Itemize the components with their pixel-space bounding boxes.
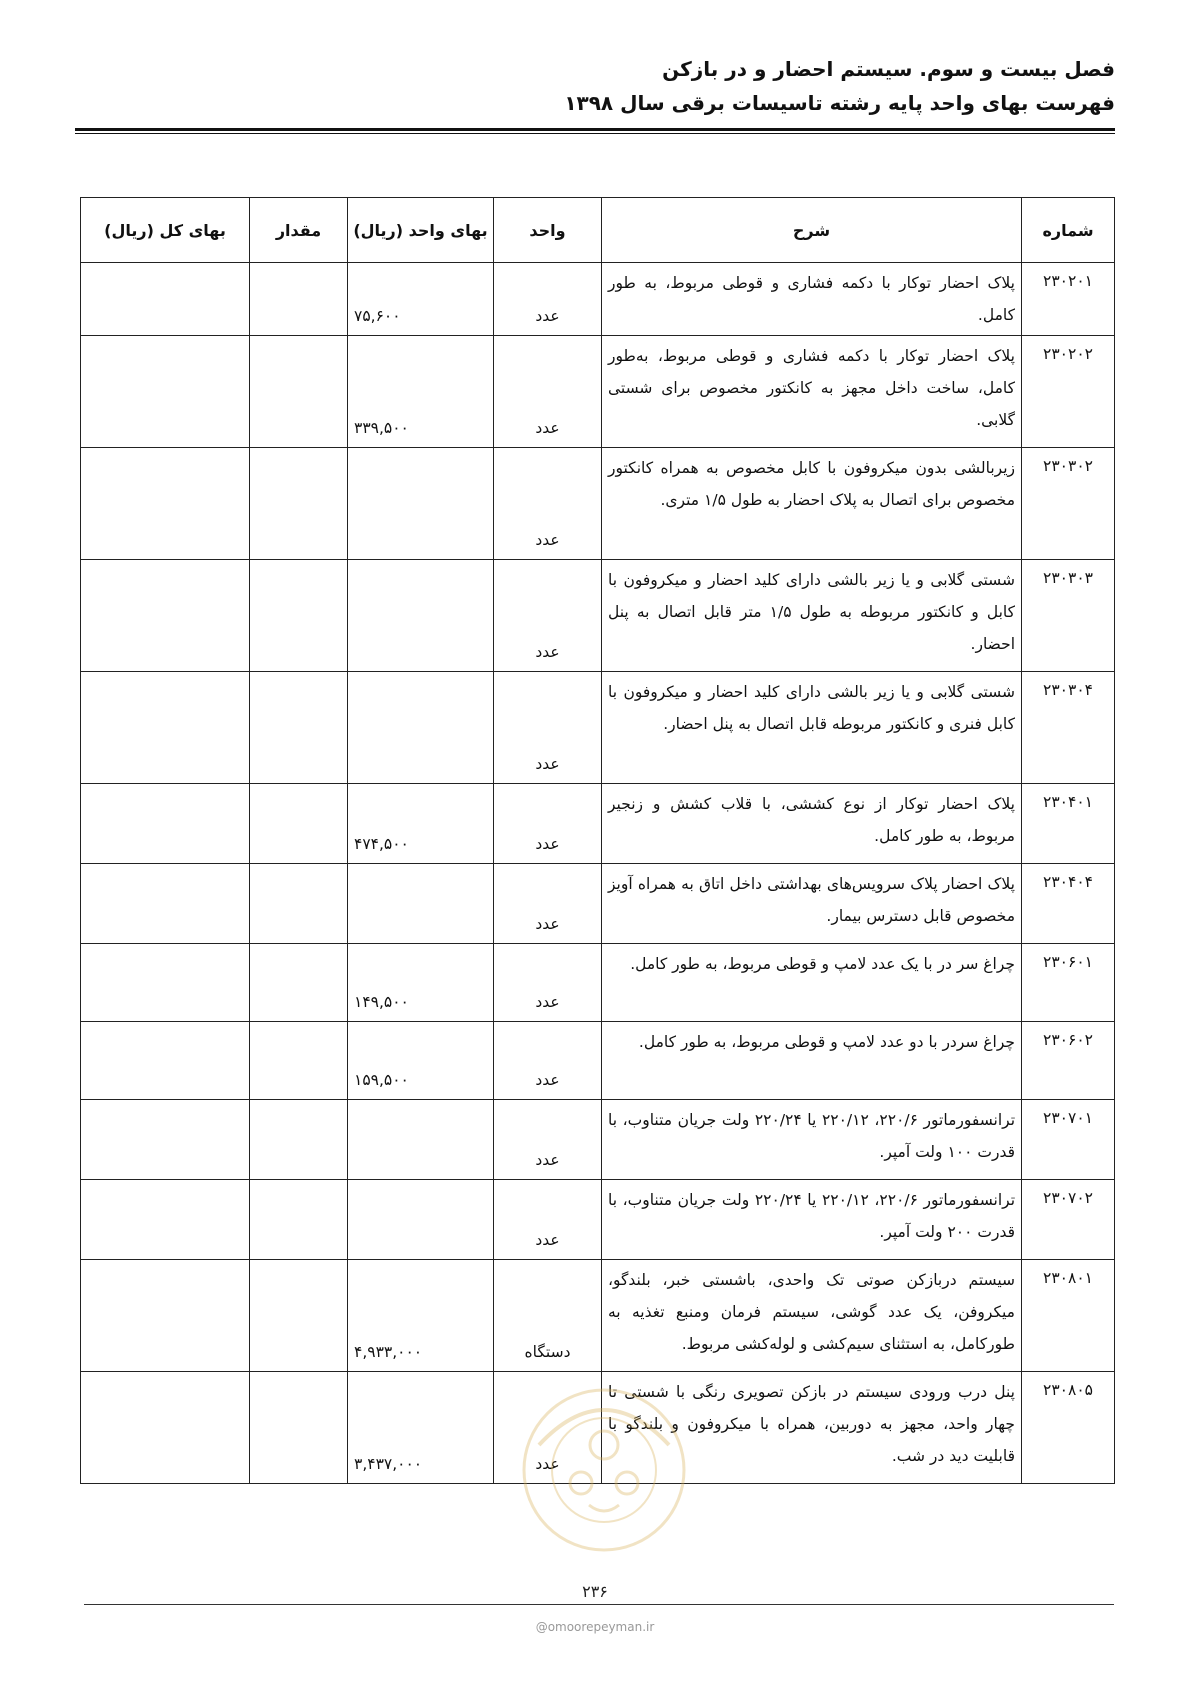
item-description: پنل درب ورودی سیستم در بازکن تصویری رنگی با شستی تا چهار واحد، مجهز به دوربین، همراه با میکروفون و بلندگو با قابلیت دید در شب.	[602, 1372, 1022, 1484]
item-total-price	[81, 1022, 250, 1100]
watermark-seal-icon	[519, 1385, 689, 1555]
item-total-price	[81, 1372, 250, 1484]
column-header-quantity: مقدار	[250, 198, 348, 263]
item-code: ۲۳۰۶۰۲	[1022, 1022, 1115, 1100]
item-description: شستی گلابی و یا زیر بالشی دارای کلید احضار و میکروفون با کابل و کانکتور مربوطه به طول ۱/۵ متر قابل اتصال به پنل احضار.	[602, 560, 1022, 672]
item-code: ۲۳۰۷۰۱	[1022, 1100, 1115, 1180]
item-quantity	[250, 672, 348, 784]
item-code: ۲۳۰۳۰۲	[1022, 448, 1115, 560]
item-quantity	[250, 263, 348, 336]
item-unit: عدد	[494, 1180, 602, 1260]
table-row	[81, 864, 1115, 944]
item-unit: عدد	[494, 336, 602, 448]
page-number: ۲۳۶	[582, 1582, 608, 1601]
item-unit-price: ۴۷۴,۵۰۰	[348, 784, 494, 864]
item-unit: عدد	[494, 944, 602, 1022]
item-code: ۲۳۰۷۰۲	[1022, 1180, 1115, 1260]
item-unit: دستگاه	[494, 1260, 602, 1372]
table-row	[81, 263, 1115, 336]
item-quantity	[250, 864, 348, 944]
item-unit: عدد	[494, 864, 602, 944]
item-unit-price	[348, 672, 494, 784]
table-row	[81, 672, 1115, 784]
item-code: ۲۳۰۳۰۴	[1022, 672, 1115, 784]
table-row	[81, 448, 1115, 560]
item-total-price	[81, 560, 250, 672]
column-header-total-price: بهای کل (ریال)	[81, 198, 250, 263]
item-unit: عدد	[494, 784, 602, 864]
item-code: ۲۳۰۳۰۳	[1022, 560, 1115, 672]
item-unit-price: ۱۴۹,۵۰۰	[348, 944, 494, 1022]
item-unit: عدد	[494, 560, 602, 672]
item-unit-price: ۱۵۹,۵۰۰	[348, 1022, 494, 1100]
item-unit-price	[348, 1100, 494, 1180]
item-description: پلاک احضار توکار با دکمه فشاری و قوطی مربوط، به‌طور کامل، ساخت داخل مجهز به کانکتور مخصوص برای شستی گلابی.	[602, 336, 1022, 448]
item-unit: عدد	[494, 263, 602, 336]
item-total-price	[81, 1180, 250, 1260]
item-quantity	[250, 336, 348, 448]
chapter-title: فصل بیست و سوم. سیستم احضار و در بازکن	[662, 57, 1115, 81]
table-row	[81, 944, 1115, 1022]
item-description: ترانسفورماتور ۲۲۰/۶، ۲۲۰/۱۲ یا ۲۲۰/۲۴ ولت جریان متناوب، با قدرت ۲۰۰ ولت آمپر.	[602, 1180, 1022, 1260]
table-row	[81, 560, 1115, 672]
item-total-price	[81, 784, 250, 864]
item-description: چراغ سر در با یک عدد لامپ و قوطی مربوط، به طور کامل.	[602, 944, 1022, 1022]
item-total-price	[81, 672, 250, 784]
table-row	[81, 1180, 1115, 1260]
item-unit-price: ۷۵,۶۰۰	[348, 263, 494, 336]
item-code: ۲۳۰۲۰۲	[1022, 336, 1115, 448]
item-description: پلاک احضار توکار از نوع کششی، با قلاب کشش و زنجیر مربوط، به طور کامل.	[602, 784, 1022, 864]
item-code: ۲۳۰۲۰۱	[1022, 263, 1115, 336]
item-description: پلاک احضار پلاک سرویس‌های بهداشتی داخل اتاق به همراه آویز مخصوص قابل دسترس بیمار.	[602, 864, 1022, 944]
column-header-description: شرح	[602, 198, 1022, 263]
item-unit-price: ۴,۹۳۳,۰۰۰	[348, 1260, 494, 1372]
table-row	[81, 784, 1115, 864]
table-row	[81, 336, 1115, 448]
page-header	[75, 52, 1115, 120]
header-divider	[75, 128, 1115, 134]
item-code: ۲۳۰۴۰۴	[1022, 864, 1115, 944]
item-code: ۲۳۰۸۰۵	[1022, 1372, 1115, 1484]
price-list-table	[80, 197, 1115, 1484]
item-unit-price	[348, 560, 494, 672]
item-quantity	[250, 1022, 348, 1100]
item-total-price	[81, 864, 250, 944]
column-header-unit: واحد	[494, 198, 602, 263]
item-description: پلاک احضار توکار با دکمه فشاری و قوطی مربوط، به طور کامل.	[602, 263, 1022, 336]
item-quantity	[250, 1180, 348, 1260]
item-description: زیربالشی بدون میکروفون با کابل مخصوص به همراه کانکتور مخصوص برای اتصال به پلاک احضار به طول ۱/۵ متری.	[602, 448, 1022, 560]
item-unit-price: ۳,۴۳۷,۰۰۰	[348, 1372, 494, 1484]
item-description: شستی گلابی و یا زیر بالشی دارای کلید احضار و میکروفون با کابل فنری و کانکتور مربوطه قابل اتصال به پنل احضار.	[602, 672, 1022, 784]
item-description: ترانسفورماتور ۲۲۰/۶، ۲۲۰/۱۲ یا ۲۲۰/۲۴ ولت جریان متناوب، با قدرت ۱۰۰ ولت آمپر.	[602, 1100, 1022, 1180]
item-unit: عدد	[494, 448, 602, 560]
item-unit-price	[348, 864, 494, 944]
table-row	[81, 1100, 1115, 1180]
column-header-unit-price: بهای واحد (ریال)	[348, 198, 494, 263]
item-description: چراغ سردر با دو عدد لامپ و قوطی مربوط، به طور کامل.	[602, 1022, 1022, 1100]
item-unit: عدد	[494, 1100, 602, 1180]
item-total-price	[81, 448, 250, 560]
item-total-price	[81, 1100, 250, 1180]
item-total-price	[81, 944, 250, 1022]
table-row	[81, 1022, 1115, 1100]
item-quantity	[250, 944, 348, 1022]
item-unit: عدد	[494, 672, 602, 784]
item-quantity	[250, 1260, 348, 1372]
item-unit-price	[348, 1180, 494, 1260]
item-quantity	[250, 784, 348, 864]
item-unit: عدد	[494, 1372, 602, 1484]
document-title: فهرست بهای واحد پایه رشته تاسیسات برقی سال ۱۳۹۸	[564, 91, 1115, 115]
item-quantity	[250, 560, 348, 672]
footer-divider	[84, 1604, 1114, 1605]
item-code: ۲۳۰۶۰۱	[1022, 944, 1115, 1022]
item-quantity	[250, 1372, 348, 1484]
item-total-price	[81, 1260, 250, 1372]
column-header-code: شماره	[1022, 198, 1115, 263]
item-unit-price: ۳۳۹,۵۰۰	[348, 336, 494, 448]
item-unit-price	[348, 448, 494, 560]
table-row	[81, 1260, 1115, 1372]
website-watermark: @omoorepeyman.ir	[535, 1620, 655, 1634]
item-unit: عدد	[494, 1022, 602, 1100]
item-total-price	[81, 336, 250, 448]
item-code: ۲۳۰۸۰۱	[1022, 1260, 1115, 1372]
item-code: ۲۳۰۴۰۱	[1022, 784, 1115, 864]
table-header-row	[81, 198, 1115, 263]
item-description: سیستم دربازکن صوتی تک واحدی، باشستی خبر، بلندگو، میکروفن، یک عدد گوشی، سیستم فرمان ومنبع تغذیه به طورکامل، به استثنای سیم‌کشی و لوله‌کشی مربوط.	[602, 1260, 1022, 1372]
item-quantity	[250, 1100, 348, 1180]
item-total-price	[81, 263, 250, 336]
item-quantity	[250, 448, 348, 560]
